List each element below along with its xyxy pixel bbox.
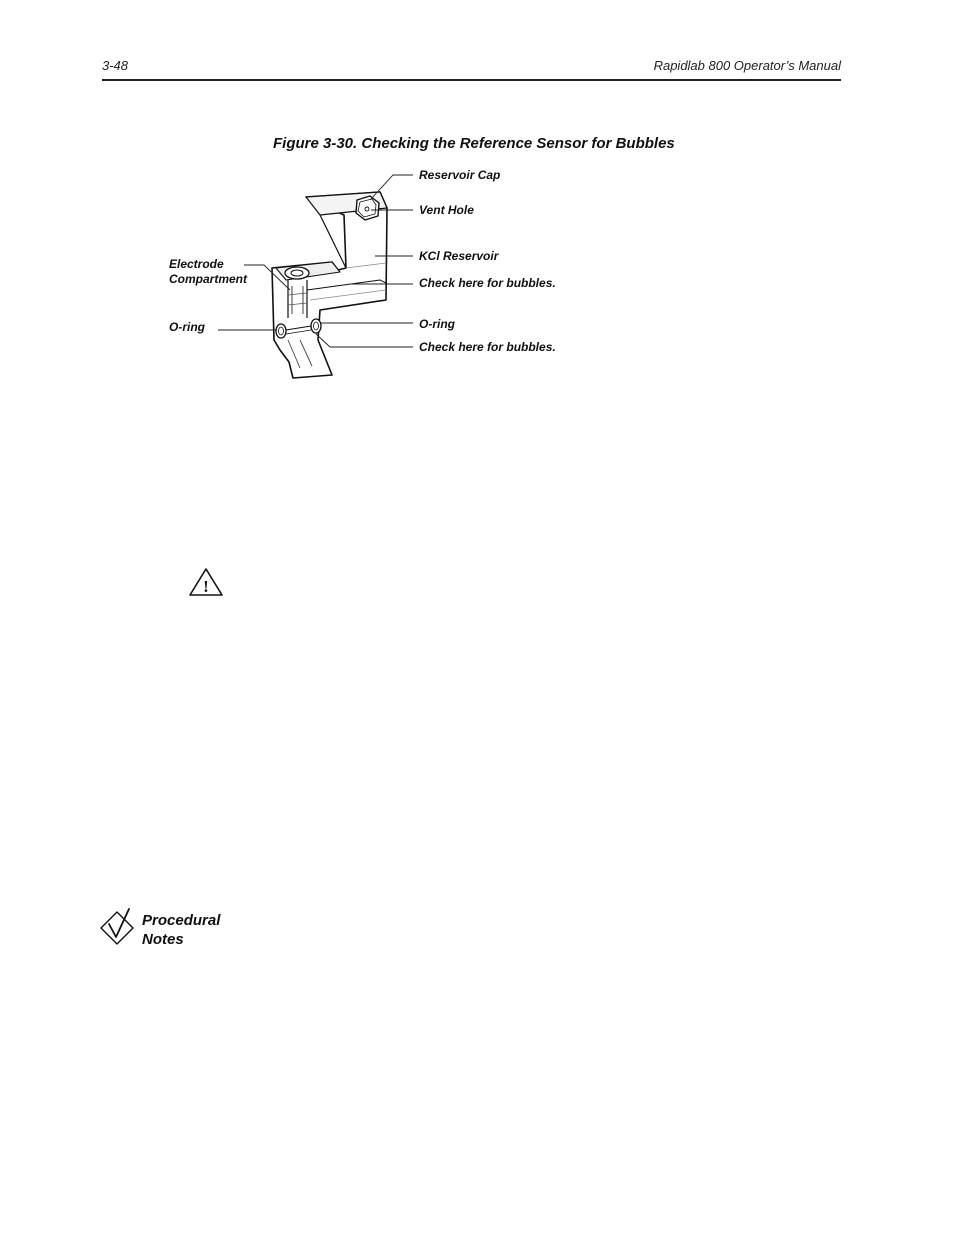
reference-sensor-illustration (0, 0, 954, 420)
procedural-notes-line2: Notes (142, 931, 184, 948)
manual-title: Rapidlab 800 Operator’s Manual (653, 58, 841, 73)
callout-oring-right: O-ring (419, 317, 455, 331)
check-diamond-icon (99, 906, 137, 948)
callout-check-bubbles-upper: Check here for bubbles. (419, 276, 556, 290)
procedural-notes-line1: Procedural (142, 912, 221, 929)
callout-kcl-reservoir: KCl Reservoir (419, 249, 499, 263)
figure-caption: Figure 3-30. Checking the Reference Sensor for Bubbles (273, 135, 675, 152)
callout-electrode-line2: Compartment (169, 272, 248, 286)
callout-electrode-line1: Electrode (169, 257, 224, 271)
callout-vent-hole: Vent Hole (419, 203, 474, 217)
callout-check-bubbles-lower: Check here for bubbles. (419, 340, 556, 354)
warning-triangle-icon (187, 566, 225, 598)
callout-reservoir-cap: Reservoir Cap (419, 168, 501, 182)
callout-oring-left: O-ring (169, 320, 205, 334)
callout-electrode-compartment (169, 257, 247, 287)
page-number: 3-48 (102, 58, 129, 73)
warning-glyph: ! (203, 577, 209, 596)
procedural-notes-heading (142, 911, 220, 949)
